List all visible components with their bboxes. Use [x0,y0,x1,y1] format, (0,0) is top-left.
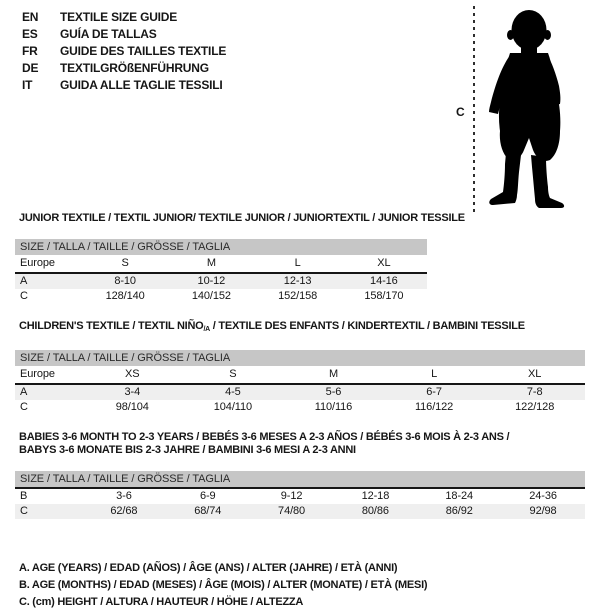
size-table-block [15,471,585,519]
section-title [19,212,585,225]
language-row [22,26,226,43]
value-cell: 122/128 [515,401,555,413]
language-code: EN [22,10,39,24]
value-cell: 86/92 [445,505,473,517]
size-table [15,366,585,415]
language-row [22,77,226,94]
section-title-text: BABIES 3-6 MONTH TO 2-3 YEARS / BEBÉS 3-6 MESES A 2-3 AÑOS / BÉBÉS 3-6 MOIS À 2-3 ANS / [19,431,510,443]
language-row [22,60,226,77]
size-label: M [328,368,339,380]
value-cell: 24-36 [501,488,585,504]
region-label: Europe [20,368,55,380]
value-cell: 7-8 [484,384,585,400]
size-label: S [121,257,129,269]
value-cell: 3-4 [82,384,183,400]
size-guide-section [15,431,585,519]
size-label: XL [377,257,391,269]
table-row [15,488,585,504]
row-label: C [20,401,28,413]
value-cell: 152/158 [278,290,318,302]
value-cell: 6-9 [166,488,250,504]
value-cell: 68/74 [194,505,222,517]
section-title-text: CHILDREN'S TEXTILE / TEXTIL NIÑO [19,320,204,332]
section-title-line [19,431,585,444]
language-row [22,9,226,26]
language-title: TEXTILGRÖßENFÜHRUNG [60,61,209,75]
height-label-c: C [456,105,465,119]
section-title-line [19,444,585,457]
value-cell: 92/98 [529,505,557,517]
language-title: GUIDE DES TAILLES TEXTILE [60,44,227,58]
size-table-block [15,350,585,415]
value-cell: 9-12 [250,488,334,504]
value-cell: 80/86 [361,505,389,517]
language-title: GUÍA DE TALLAS [60,27,157,41]
value-cell: 6-7 [384,384,485,400]
language-row [22,43,226,60]
language-list [22,9,226,94]
table-row [15,400,585,415]
note-line-b: B. AGE (MONTHS) / EDAD (MESES) / ÂGE (MOIS) / ALTER (MONATE) / ETÀ (MESI) [19,579,428,591]
section-title-text: / TEXTILE DES ENFANTS / KINDERTEXTIL / BAMBINI TESSILE [209,320,525,332]
size-label: M [206,257,216,269]
size-table [15,255,427,304]
table-row [15,273,427,289]
row-label: C [20,505,28,517]
value-cell: 10-12 [168,273,254,289]
value-cell: 5-6 [283,384,384,400]
size-guide-section [15,212,585,304]
value-cell: 128/140 [105,290,145,302]
height-dotted-line [473,6,475,214]
language-code: DE [22,61,39,75]
note-line-c: C. (cm) HEIGHT / ALTURA / HAUTEUR / HÖHE / ALTEZZA [19,596,304,608]
section-title-line [19,212,585,225]
value-cell: 4-5 [183,384,284,400]
value-cell: 62/68 [110,505,138,517]
note-line-a: A. AGE (YEARS) / EDAD (AÑOS) / ÂGE (ANS) / ALTER (JAHRE) / ETÀ (ANNI) [19,562,398,574]
language-title: GUIDA ALLE TAGLIE TESSILI [60,78,223,92]
size-bar-header: SIZE / TALLA / TAILLE / GRÖSSE / TAGLIA [15,350,585,366]
section-title [19,431,585,457]
value-cell: 98/104 [115,401,149,413]
value-cell: 8-10 [82,273,168,289]
size-bar-header: SIZE / TALLA / TAILLE / GRÖSSE / TAGLIA [15,239,427,255]
region-label: Europe [20,257,55,269]
baby-silhouette-icon [483,7,569,209]
size-table-block [15,239,427,304]
section-title-text: BABYS 3-6 MONATE BIS 2-3 JAHRE / BAMBINI 3-6 MESI A 2-3 ANNI [19,444,356,456]
value-cell: 3-6 [82,488,166,504]
value-cell: 158/170 [364,290,404,302]
row-label: B [15,488,82,504]
language-code: IT [22,78,33,92]
value-cell: 104/110 [213,401,253,413]
legend-notes [19,560,589,611]
size-header-row [15,255,427,273]
value-cell: 14-16 [341,273,427,289]
size-label: XL [528,368,542,380]
size-header-row [15,366,585,384]
row-label: A [15,384,82,400]
value-cell: 18-24 [417,488,501,504]
section-title-line [19,320,585,336]
size-table-body [15,366,585,415]
language-title: TEXTILE SIZE GUIDE [60,10,178,24]
section-title-text: /A [203,326,210,333]
table-row [15,384,585,400]
table-row [15,504,585,519]
section-title-text: JUNIOR TEXTILE / TEXTIL JUNIOR/ TEXTILE JUNIOR / JUNIORTEXTIL / JUNIOR TESSILE [19,212,465,224]
language-code: ES [22,27,38,41]
value-cell: 12-13 [255,273,341,289]
size-guide-content [15,212,585,535]
size-label: L [431,368,438,380]
row-label: A [15,273,82,289]
size-guide-section [15,320,585,415]
value-cell: 110/116 [314,401,353,413]
language-code: FR [22,44,38,58]
size-label: XS [125,368,140,380]
size-label: L [294,257,301,269]
size-label: S [229,368,237,380]
value-cell: 74/80 [278,505,306,517]
value-cell: 12-18 [333,488,417,504]
section-title [19,320,585,336]
size-bar-header: SIZE / TALLA / TAILLE / GRÖSSE / TAGLIA [15,471,585,487]
value-cell: 116/122 [414,401,454,413]
value-cell: 140/152 [191,290,231,302]
size-table-body [15,488,585,519]
size-table [15,487,585,519]
table-row [15,289,427,304]
row-label: C [20,290,28,302]
size-table-body [15,255,427,304]
